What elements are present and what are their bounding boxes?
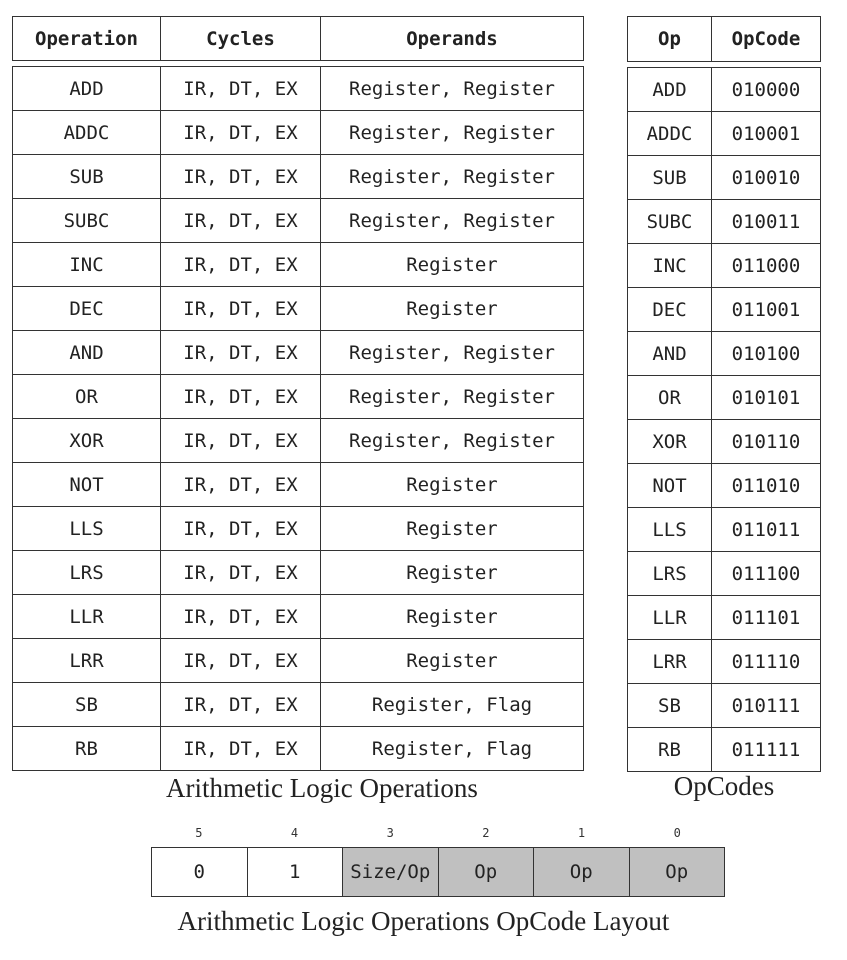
op-cell: OR — [628, 376, 712, 419]
cycles-cell: IR, DT, EX — [161, 551, 321, 594]
operation-cell: XOR — [13, 419, 161, 462]
op-cell: NOT — [628, 464, 712, 507]
table-row — [628, 420, 820, 464]
op-cell: INC — [628, 244, 712, 287]
operation-cell: SUBC — [13, 199, 161, 242]
table-row — [13, 683, 583, 727]
operands-cell: Register, Register — [349, 429, 555, 452]
operands-cell: Register, Register — [349, 385, 555, 408]
opcode-cell: 011001 — [731, 298, 801, 321]
operands-cell: Register, Flag — [371, 693, 533, 716]
table-row — [13, 331, 583, 375]
cycles-cell: IR, DT, EX — [161, 595, 321, 638]
opcode-cell: 011010 — [731, 474, 801, 497]
operations-table-caption: Arithmetic Logic Operations — [166, 773, 478, 803]
table-row — [628, 376, 820, 420]
table-row — [628, 68, 820, 112]
table-row — [628, 156, 820, 200]
table-row — [13, 463, 583, 507]
op-cell: ADD — [628, 68, 712, 111]
opcode-cell: 011011 — [731, 518, 801, 541]
opcodes-table-header — [627, 16, 821, 62]
op-cell: SUB — [628, 156, 712, 199]
opcode-cell: 010100 — [731, 342, 801, 365]
opcode-cell: 011100 — [731, 562, 801, 585]
operations-table-header — [12, 16, 584, 61]
operands-cell: Register — [406, 649, 498, 672]
op-cell: LLS — [628, 508, 712, 551]
opcode-bit-layout — [151, 847, 725, 897]
bit-field: 0 — [152, 848, 248, 896]
opcode-cell: 010111 — [731, 694, 801, 717]
op-cell: XOR — [628, 420, 712, 463]
table-row — [628, 112, 820, 156]
operands-cell: Register, Register — [349, 77, 555, 100]
bit-index: 3 — [386, 826, 394, 840]
cycles-cell: IR, DT, EX — [161, 375, 321, 418]
table-row — [13, 595, 583, 639]
opcode-cell: 011101 — [731, 606, 801, 629]
cycles-cell: IR, DT, EX — [161, 639, 321, 682]
operation-cell: LRR — [13, 639, 161, 682]
operands-cell: Register — [406, 605, 498, 628]
opcode-layout-caption: Arithmetic Logic Operations OpCode Layout — [177, 906, 670, 936]
operation-cell: ADDC — [13, 111, 161, 154]
opcode-cell: 010000 — [731, 78, 801, 101]
bit-index: 1 — [577, 826, 586, 840]
operands-cell: Register, Register — [349, 165, 555, 188]
table-row — [13, 727, 583, 771]
table-row — [628, 640, 820, 684]
table-row — [13, 199, 583, 243]
bit-field: 1 — [248, 848, 344, 896]
table-row — [628, 728, 820, 772]
operation-cell: LLR — [13, 595, 161, 638]
bit-index: 0 — [673, 826, 681, 840]
operands-cell: Register — [406, 253, 498, 276]
cycles-cell: IR, DT, EX — [161, 155, 321, 198]
operation-cell: SUB — [13, 155, 161, 198]
header-operation: Operation — [13, 17, 161, 60]
opcode-cell: 011110 — [731, 650, 801, 673]
header-opcode: OpCode — [731, 28, 801, 50]
operation-cell: NOT — [13, 463, 161, 506]
operands-cell: Register — [406, 517, 498, 540]
operation-cell: SB — [13, 683, 161, 726]
bit-index: 2 — [482, 826, 490, 840]
op-cell: LRS — [628, 552, 712, 595]
op-cell: RB — [628, 728, 712, 771]
opcode-cell: 010010 — [731, 166, 801, 189]
operation-cell: INC — [13, 243, 161, 286]
table-row — [628, 200, 820, 244]
operands-cell: Register — [406, 561, 498, 584]
op-cell: DEC — [628, 288, 712, 331]
table-row — [13, 111, 583, 155]
opcodes-table-body — [627, 67, 821, 772]
bit-field: Op — [630, 848, 725, 896]
header-operands: Operands — [406, 27, 498, 50]
operation-cell: OR — [13, 375, 161, 418]
operands-cell: Register, Register — [349, 121, 555, 144]
table-row — [13, 419, 583, 463]
table-row — [628, 332, 820, 376]
cycles-cell: IR, DT, EX — [161, 507, 321, 550]
table-row — [628, 244, 820, 288]
bit-index-labels — [151, 826, 725, 840]
table-row — [13, 155, 583, 199]
table-row — [628, 508, 820, 552]
op-cell: LRR — [628, 640, 712, 683]
bit-field: Op — [534, 848, 630, 896]
operands-cell: Register, Register — [349, 341, 555, 364]
cycles-cell: IR, DT, EX — [161, 243, 321, 286]
opcodes-table-caption: OpCodes — [673, 771, 775, 801]
cycles-cell: IR, DT, EX — [161, 287, 321, 330]
opcode-cell: 011111 — [731, 738, 801, 761]
table-row — [628, 464, 820, 508]
operands-cell: Register, Register — [349, 209, 555, 232]
operands-cell: Register — [406, 473, 498, 496]
operation-cell: LRS — [13, 551, 161, 594]
op-cell: SB — [628, 684, 712, 727]
operation-cell: LLS — [13, 507, 161, 550]
bit-field: Op — [439, 848, 535, 896]
table-row — [628, 288, 820, 332]
cycles-cell: IR, DT, EX — [161, 683, 321, 726]
table-row — [13, 551, 583, 595]
table-row — [13, 507, 583, 551]
table-row — [628, 596, 820, 640]
cycles-cell: IR, DT, EX — [161, 331, 321, 374]
op-cell: SUBC — [628, 200, 712, 243]
cycles-cell: IR, DT, EX — [161, 419, 321, 462]
operation-cell: AND — [13, 331, 161, 374]
op-cell: ADDC — [628, 112, 712, 155]
table-row — [13, 287, 583, 331]
opcode-cell: 010101 — [731, 386, 801, 409]
header-cycles: Cycles — [161, 17, 321, 60]
op-cell: AND — [628, 332, 712, 375]
op-cell: LLR — [628, 596, 712, 639]
cycles-cell: IR, DT, EX — [161, 199, 321, 242]
table-row — [13, 67, 583, 111]
bit-index: 5 — [195, 826, 203, 840]
opcode-cell: 011000 — [731, 254, 801, 277]
operation-cell: RB — [13, 727, 161, 770]
table-row — [13, 375, 583, 419]
bit-index: 4 — [290, 826, 299, 840]
opcode-cell: 010110 — [731, 430, 801, 453]
table-row — [628, 552, 820, 596]
cycles-cell: IR, DT, EX — [161, 67, 321, 110]
cycles-cell: IR, DT, EX — [161, 463, 321, 506]
table-row — [13, 639, 583, 683]
cycles-cell: IR, DT, EX — [161, 111, 321, 154]
table-row — [628, 684, 820, 728]
operation-cell: ADD — [13, 67, 161, 110]
table-row — [13, 243, 583, 287]
operation-cell: DEC — [13, 287, 161, 330]
cycles-cell: IR, DT, EX — [161, 727, 321, 770]
operations-table-body — [12, 66, 584, 771]
bit-field: Size/Op — [343, 848, 439, 896]
operands-cell: Register — [406, 297, 498, 320]
operands-cell: Register, Flag — [371, 737, 533, 760]
opcode-cell: 010011 — [731, 210, 801, 233]
opcode-cell: 010001 — [731, 122, 801, 145]
header-op: Op — [628, 17, 712, 61]
